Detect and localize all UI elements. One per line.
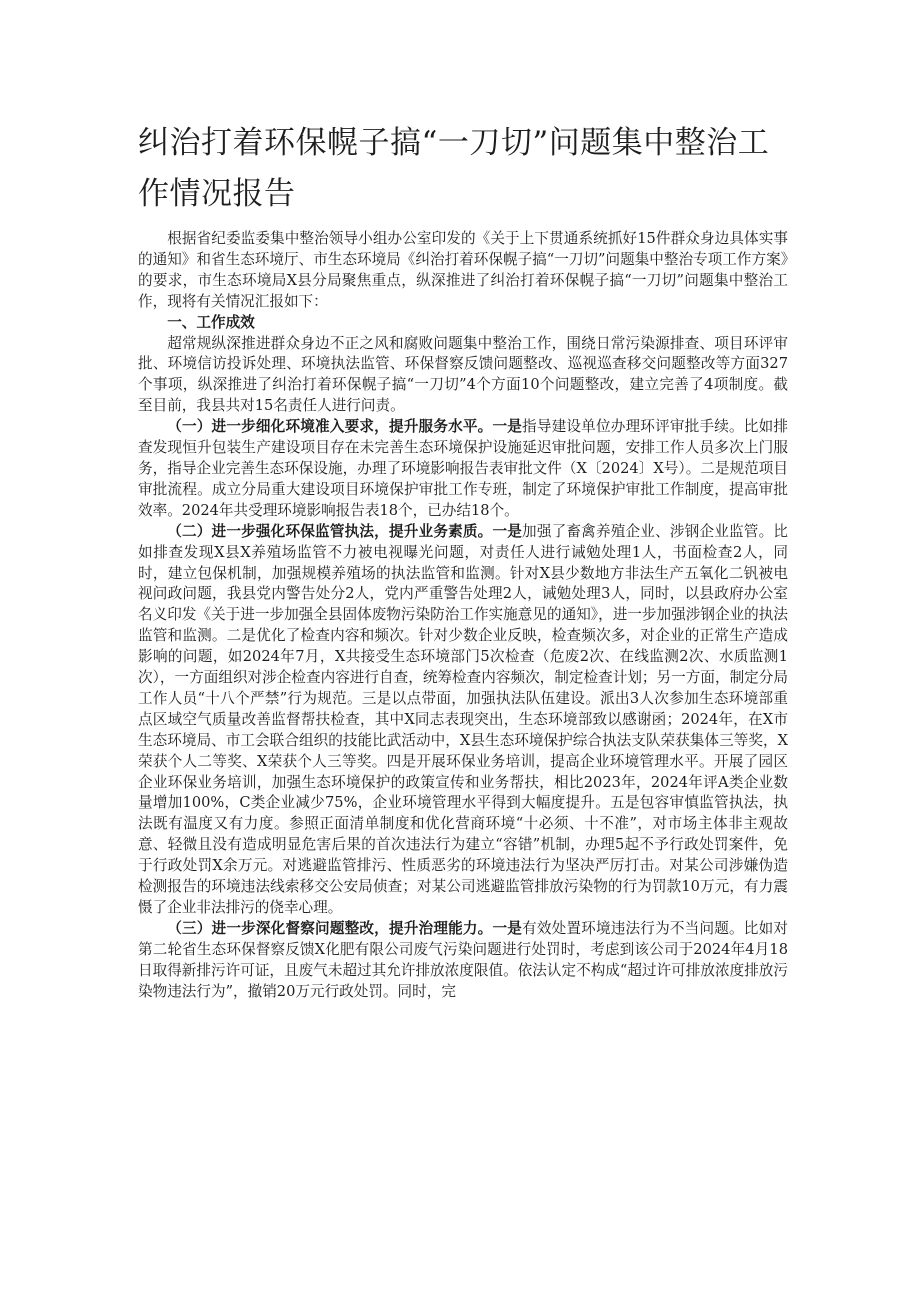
item-paragraph-3: [138, 919, 788, 1003]
item-text-1: 指导建设单位办理环评审批手续。比如排查发现恒升包装生产建设项目存在未完善生态环境保护设施延迟审批问题，安排工作人员多次上门服务，指导企业完善生态环保设施，办理了环境影响报告表审批文件（X〔2024〕X号）。二是规范项目审批流程。成立分局重大建设项目环境保护审批工作专班，制定了环境保护审批工作制度，提高审批效率。2024年共受理环境影响报告表18个，已办结18个。: [138, 418, 788, 519]
item-lead-3: （三）进一步深化督察问题整改，提升治理能力。一是: [167, 919, 523, 937]
summary-paragraph: 超常规纵深推进群众身边不正之风和腐败问题集中整治工作，围绕日常污染源排查、项目环评审批、环境信访投诉处理、环境执法监管、环保督察反馈问题整改、巡视巡查移交问题整改等方面327个事项，纵深推进了纠治打着环保幌子搞“一刀切”4个方面10个问题整改，建立完善了4项制度。截至目前，我县共对15名责任人进行问责。: [138, 334, 788, 415]
item-lead-2: （二）进一步强化环保监管执法，提升业务素质。一是: [167, 522, 523, 540]
item-paragraph-1: [138, 417, 788, 522]
document-title: 纠治打着环保幌子搞“一刀切”问题集中整治工作情况报告: [138, 125, 770, 212]
item-text-3: 有效处置环境违法行为不当问题。比如对第二轮省生态环保督察反馈X化肥有限公司废气污染问题进行处罚时，考虑到该公司于2024年4月18日取得新排污许可证，且废气未超过其允许排放浓度限值。依法认定不构成“超过许可排放浓度排放污染物违法行为”，撤销20万元行政处罚。同时，完: [138, 919, 788, 1000]
item-text-2: 加强了畜禽养殖企业、涉钢企业监管。比如排查发现X县X养殖场监管不力被电视曝光问题，对责任人进行诫勉处理1人，书面检查2人，同时，建立包保机制，加强规模养殖场的执法监管和监测。针对X县少数地方非法生产五氧化二钒被电视问政问题，我县党内警告处分2人，党内严重警告处理2人，诫勉处理3人，同时，以县政府办公室名义印发《关于进一步加强全县固体废物污染防治工作实施意见的通知》，进一步加强涉钢企业的执法监管和监测。二是优化了检查内容和频次。针对少数企业反映，检查频次多，对企业的正常生产造成影响的问题，如2024年7月，X共接受生态环境部门5次检查（危废2次、在线监测2次、水质监测1次），一方面组织对涉企检查内容进行自查，统筹检查内容频次，制定检查计划；另一方面，制定分局工作人员“十八个严禁”行为规范。三是以点带面，加强执法队伍建设。派出3人次参加生态环境部重点区域空气质量改善监督帮扶检查，其中X同志表现突出，生态环境部致以感谢函；2024年，在X市生态环境局、市工会联合组织的技能比武活动中，X县生态环境保护综合执法支队荣获集体三等奖，X荣获个人二等奖、X荣获个人三等奖。四是开展环保业务培训，提高企业环境管理水平。开展了园区企业环保业务培训，加强生态环境保护的政策宣传和业务帮扶，相比2023年，2024年评A类企业数量增加100%，C类企业减少75%，企业环境管理水平得到大幅度提升。五是包容审慎监管执法，执法既有温度又有力度。参照正面清单制度和优化营商环境“十必须、十不准”，对市场主体非主观故意、轻微且没有造成明显危害后果的首次违法行为建立“容错”机制，办理5起不予行政处罚案件，免于行政处罚X余万元。对逃避监管排污、性质恶劣的环境违法行为坚决严厉打击。对某公司涉嫌伪造检测报告的环境违法线索移交公安局侦查；对某公司逃避监管排放污染物的行为罚款10万元，有力震慑了企业非法排污的侥幸心理。: [138, 522, 788, 916]
item-lead-1: （一）进一步细化环境准入要求，提升服务水平。一是: [167, 418, 523, 436]
item-paragraph-2: [138, 522, 788, 919]
intro-paragraph: 根据省纪委监委集中整治领导小组办公室印发的《关于上下贯通系统抓好15件群众身边具体实事的通知》和省生态环境厅、市生态环境局《纠治打着环保幌子搞“一刀切”问题集中整治专项工作方案》的要求，市生态环境局X县分局聚焦重点，纵深推进了纠治打着环保幌子搞“一刀切”问题集中整治工作，现将有关情况汇报如下：: [138, 230, 788, 310]
section-heading: 一、工作成效: [167, 313, 255, 331]
document-body: [138, 229, 788, 1003]
